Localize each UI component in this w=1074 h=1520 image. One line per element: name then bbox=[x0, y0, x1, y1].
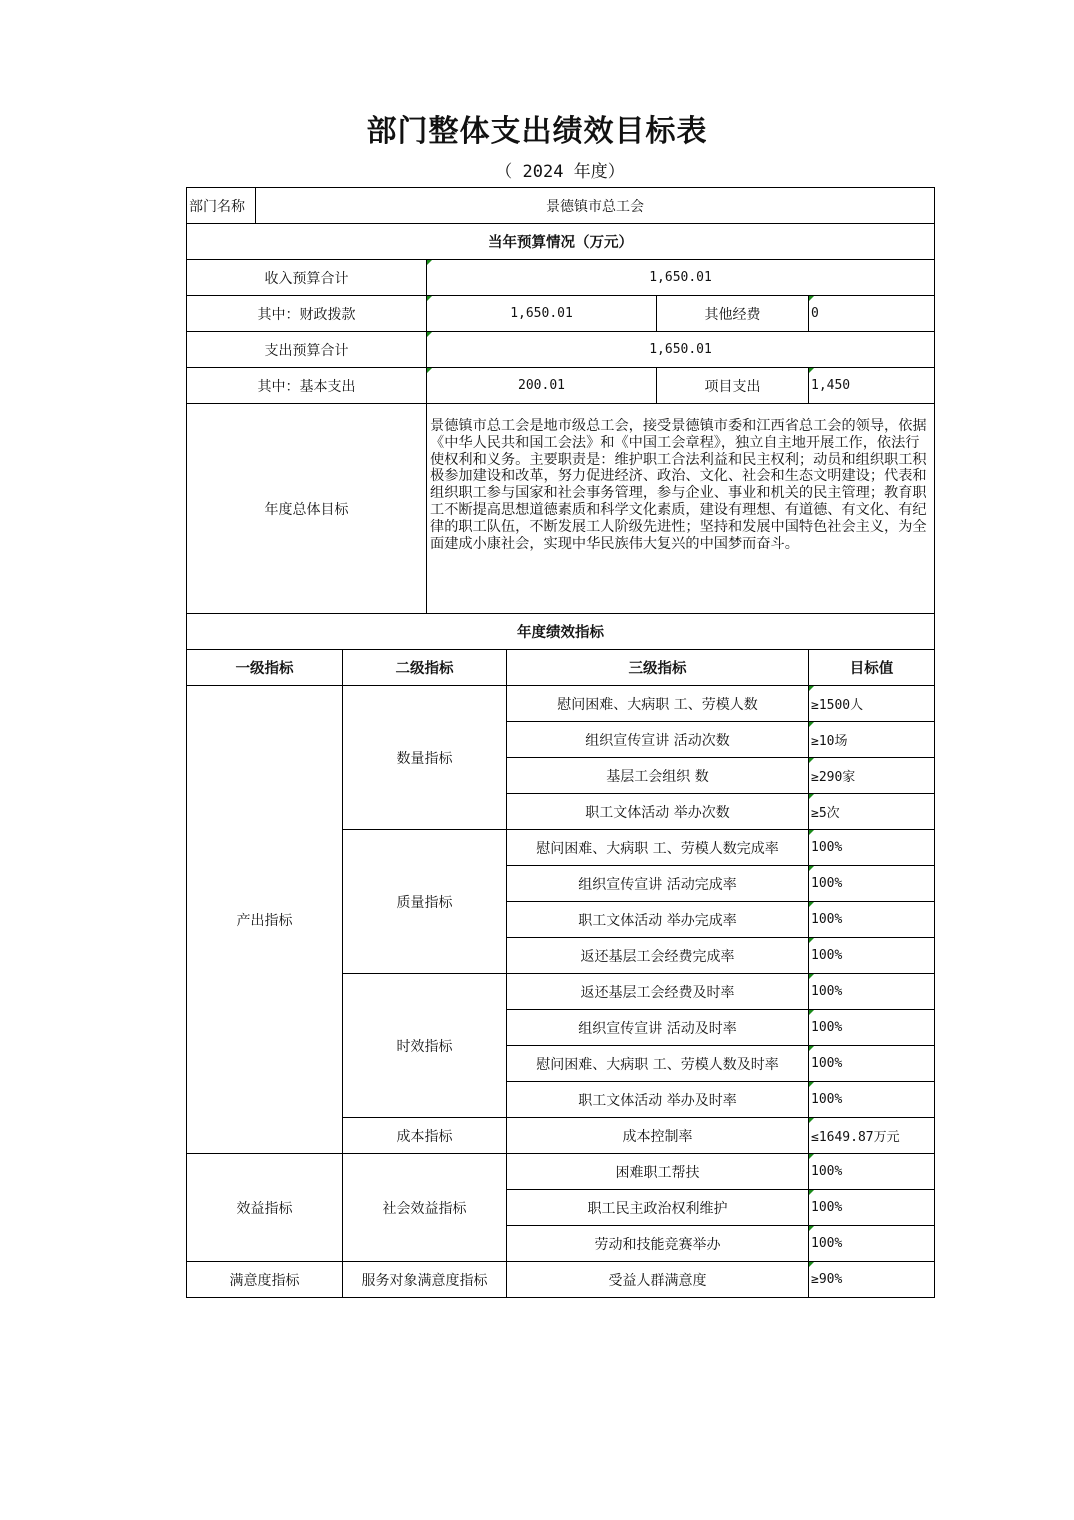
target-value: 100% bbox=[809, 866, 935, 902]
level3-indicator: 慰问困难、大病职 工、劳模人数 bbox=[507, 686, 809, 722]
target-value: ≤1649.87万元 bbox=[809, 1118, 935, 1154]
target-value: ≥1500人 bbox=[809, 686, 935, 722]
col-level3: 三级指标 bbox=[507, 650, 809, 686]
level3-indicator: 组织宣传宣讲 活动次数 bbox=[507, 722, 809, 758]
level3-indicator: 职工文体活动 举办次数 bbox=[507, 794, 809, 830]
target-value: 100% bbox=[809, 1010, 935, 1046]
level3-indicator: 困难职工帮扶 bbox=[507, 1154, 809, 1190]
basic-value: 200.01 bbox=[427, 368, 657, 404]
target-value: 100% bbox=[809, 902, 935, 938]
level3-indicator: 慰问困难、大病职 工、劳模人数完成率 bbox=[507, 830, 809, 866]
dept-label: 部门名称 bbox=[187, 188, 256, 224]
level2-indicator: 成本指标 bbox=[343, 1118, 507, 1154]
indicator-row bbox=[187, 1262, 935, 1298]
project-value: 1,450 bbox=[809, 368, 935, 404]
level3-indicator: 组织宣传宣讲 活动完成率 bbox=[507, 866, 809, 902]
indicators-header-row bbox=[187, 614, 935, 650]
target-value: ≥5次 bbox=[809, 794, 935, 830]
basic-row bbox=[187, 368, 935, 404]
level3-indicator: 返还基层工会经费完成率 bbox=[507, 938, 809, 974]
level3-indicator: 劳动和技能竞赛举办 bbox=[507, 1226, 809, 1262]
goal-row bbox=[187, 404, 935, 614]
level1-indicator: 满意度指标 bbox=[187, 1262, 343, 1298]
basic-label: 其中：基本支出 bbox=[187, 368, 427, 404]
target-value: 100% bbox=[809, 1190, 935, 1226]
target-value: 100% bbox=[809, 830, 935, 866]
level3-indicator: 基层工会组织 数 bbox=[507, 758, 809, 794]
level3-indicator: 受益人群满意度 bbox=[507, 1262, 809, 1298]
level2-indicator: 质量指标 bbox=[343, 830, 507, 974]
col-level2: 二级指标 bbox=[343, 650, 507, 686]
target-value: 100% bbox=[809, 1226, 935, 1262]
level1-indicator: 效益指标 bbox=[187, 1154, 343, 1262]
goal-text: 景德镇市总工会是地市级总工会，接受景德镇市委和江西省总工会的领导，依据《中华人民共和国工会法》和《中国工会章程》，独立自主地开展工作，依法行使权利和义务。主要职责是：维护职工合法利益和民主权利；动员和组织职工积极参加建设和改革，努力促进经济、政治、文化、社会和生态文明建设；代表和组织职工参与国家和社会事务管理，参与企业、事业和机关的民主管理；教育职工不断提高思想道德素质和科学文化素质，建设有理想、有道德、有文化、有纪律的职工队伍，不断发展工人阶级先进性；坚持和发展中国特色社会主义，为全面建成小康社会，实现中华民族伟大复兴的中国梦而奋斗。 bbox=[427, 404, 935, 614]
dept-row bbox=[187, 188, 935, 224]
level2-indicator: 服务对象满意度指标 bbox=[343, 1262, 507, 1298]
target-value: 100% bbox=[809, 938, 935, 974]
level2-indicator: 社会效益指标 bbox=[343, 1154, 507, 1262]
level3-indicator: 职工文体活动 举办完成率 bbox=[507, 902, 809, 938]
target-value: ≥10场 bbox=[809, 722, 935, 758]
level3-indicator: 组织宣传宣讲 活动及时率 bbox=[507, 1010, 809, 1046]
budget-header-row bbox=[187, 224, 935, 260]
page-subtitle: （ 2024 年度） bbox=[495, 162, 625, 182]
fiscal-row bbox=[187, 296, 935, 332]
page-title: 部门整体支出绩效目标表 bbox=[366, 114, 708, 149]
level3-indicator: 职工民主政治权利维护 bbox=[507, 1190, 809, 1226]
level2-indicator: 数量指标 bbox=[343, 686, 507, 830]
other-value: 0 bbox=[809, 296, 935, 332]
goal-label: 年度总体目标 bbox=[187, 404, 427, 614]
income-total-row bbox=[187, 260, 935, 296]
level2-indicator: 时效指标 bbox=[343, 974, 507, 1118]
indicator-row bbox=[187, 1154, 935, 1190]
indicator-row bbox=[187, 686, 935, 722]
dept-value: 景德镇市总工会 bbox=[256, 188, 935, 224]
level1-indicator: 产出指标 bbox=[187, 686, 343, 1154]
project-label: 项目支出 bbox=[657, 368, 809, 404]
level3-indicator: 成本控制率 bbox=[507, 1118, 809, 1154]
level3-indicator: 职工文体活动 举办及时率 bbox=[507, 1082, 809, 1118]
target-value: 100% bbox=[809, 974, 935, 1010]
level3-indicator: 慰问困难、大病职 工、劳模人数及时率 bbox=[507, 1046, 809, 1082]
col-level1: 一级指标 bbox=[187, 650, 343, 686]
target-value: ≥90% bbox=[809, 1262, 935, 1298]
fiscal-value: 1,650.01 bbox=[427, 296, 657, 332]
expense-total-row bbox=[187, 332, 935, 368]
target-value: 100% bbox=[809, 1154, 935, 1190]
indicators-header: 年度绩效指标 bbox=[187, 614, 935, 650]
col-target: 目标值 bbox=[809, 650, 935, 686]
target-value: 100% bbox=[809, 1082, 935, 1118]
other-label: 其他经费 bbox=[657, 296, 809, 332]
performance-table bbox=[186, 187, 935, 1298]
fiscal-label: 其中：财政拨款 bbox=[187, 296, 427, 332]
target-value: ≥290家 bbox=[809, 758, 935, 794]
target-value: 100% bbox=[809, 1046, 935, 1082]
income-total-label: 收入预算合计 bbox=[187, 260, 427, 296]
income-total-value: 1,650.01 bbox=[427, 260, 935, 296]
expense-total-value: 1,650.01 bbox=[427, 332, 935, 368]
level3-indicator: 返还基层工会经费及时率 bbox=[507, 974, 809, 1010]
budget-header: 当年预算情况（万元） bbox=[187, 224, 935, 260]
expense-total-label: 支出预算合计 bbox=[187, 332, 427, 368]
indicators-columns-row bbox=[187, 650, 935, 686]
